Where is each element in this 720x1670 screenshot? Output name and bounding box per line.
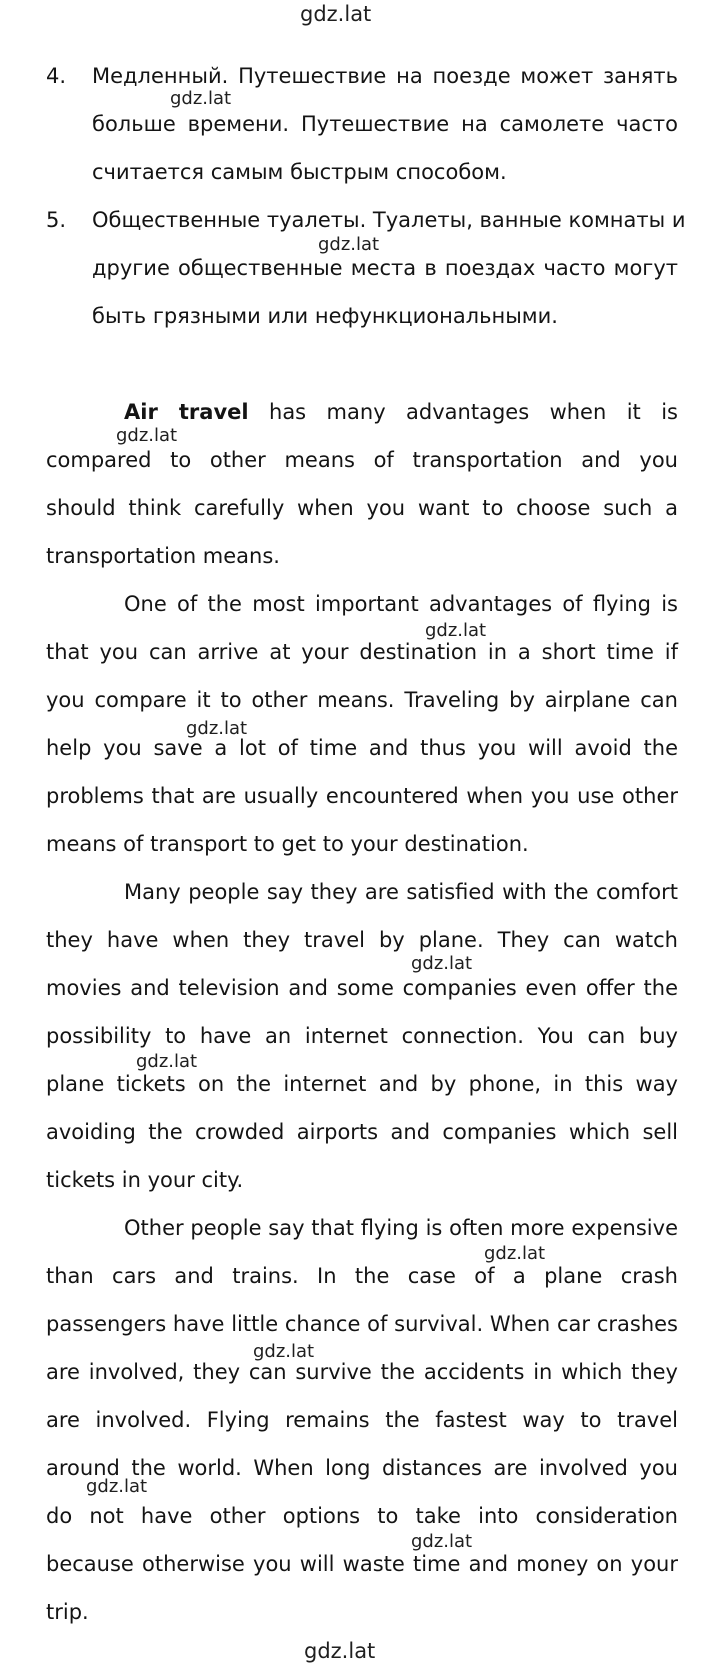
essay-paragraph-first-line — [124, 402, 678, 423]
essay-line: you compare it to other means. Traveling by airplane can — [46, 688, 678, 712]
essay-line: help you save a lot of time and thus you will avoid the — [46, 736, 678, 760]
essay-line: means of transport to get to your destination. — [46, 832, 529, 856]
list-item-line: быть грязными или нефункциональными. — [92, 304, 558, 328]
essay-line-text: has many advantages when it is — [248, 400, 678, 424]
essay-line: are involved. Flying remains the fastest way to travel — [46, 1408, 678, 1432]
watermark: gdz.lat — [411, 1531, 473, 1552]
watermark: gdz.lat — [86, 1476, 148, 1497]
list-item-line: больше времени. Путешествие на самолете часто — [92, 112, 678, 136]
list-item-line: считается самым быстрым способом. — [92, 160, 507, 184]
watermark: gdz.lat — [425, 620, 487, 641]
essay-line: trip. — [46, 1600, 89, 1624]
essay-line: they have when they travel by plane. They can watch — [46, 928, 678, 952]
essay-paragraph-first-line: Many people say they are satisfied with the comfort — [124, 880, 678, 904]
essay-line: transportation means. — [46, 544, 280, 568]
essay-line: around the world. When long distances are involved you — [46, 1456, 678, 1480]
essay-line: should think carefully when you want to choose such a — [46, 496, 678, 520]
list-number: 4. — [46, 64, 67, 88]
list-item-line: Общественные туалеты. Туалеты, ванные комнаты и — [92, 208, 686, 232]
watermark: gdz.lat — [186, 718, 248, 739]
essay-line: possibility to have an internet connection. You can buy — [46, 1024, 678, 1048]
essay-paragraph-first-line: One of the most important advantages of flying is — [124, 592, 678, 616]
essay-line: that you can arrive at your destination in a short time if — [46, 640, 678, 664]
essay-line: are involved, they can survive the accidents in which they — [46, 1360, 678, 1384]
watermark: gdz.lat — [136, 1051, 198, 1072]
list-item-line: Медленный. Путешествие на поезде может занять — [92, 64, 678, 88]
watermark: gdz.lat — [253, 1341, 315, 1362]
essay-line: movies and television and some companies even offer the — [46, 976, 678, 1000]
essay-line: compared to other means of transportation and you — [46, 448, 678, 472]
watermark: gdz.lat — [484, 1243, 546, 1264]
watermark: gdz.lat — [411, 953, 473, 974]
watermark: gdz.lat — [170, 88, 232, 109]
essay-line: because otherwise you will waste time and money on your — [46, 1552, 678, 1576]
watermark: gdz.lat — [116, 425, 178, 446]
list-number: 5. — [46, 208, 67, 232]
list-item-line: другие общественные места в поездах часто могут — [92, 256, 678, 280]
watermark-top: gdz.lat — [300, 2, 372, 26]
essay-line: plane tickets on the internet and by phone, in this way — [46, 1072, 678, 1096]
watermark: gdz.lat — [318, 234, 380, 255]
essay-line: passengers have little chance of survival. When car crashes — [46, 1312, 678, 1336]
essay-title-bold: Air travel — [124, 400, 249, 424]
essay-line: problems that are usually encountered when you use other — [46, 784, 678, 808]
essay-line: avoiding the crowded airports and companies which sell — [46, 1120, 678, 1144]
watermark-bottom: gdz.lat — [304, 1639, 376, 1663]
essay-line: tickets in your city. — [46, 1168, 244, 1192]
essay-line: do not have other options to take into consideration — [46, 1504, 678, 1528]
essay-line: than cars and trains. In the case of a plane crash — [46, 1264, 678, 1288]
essay-paragraph-first-line: Other people say that flying is often more expensive — [124, 1216, 678, 1240]
